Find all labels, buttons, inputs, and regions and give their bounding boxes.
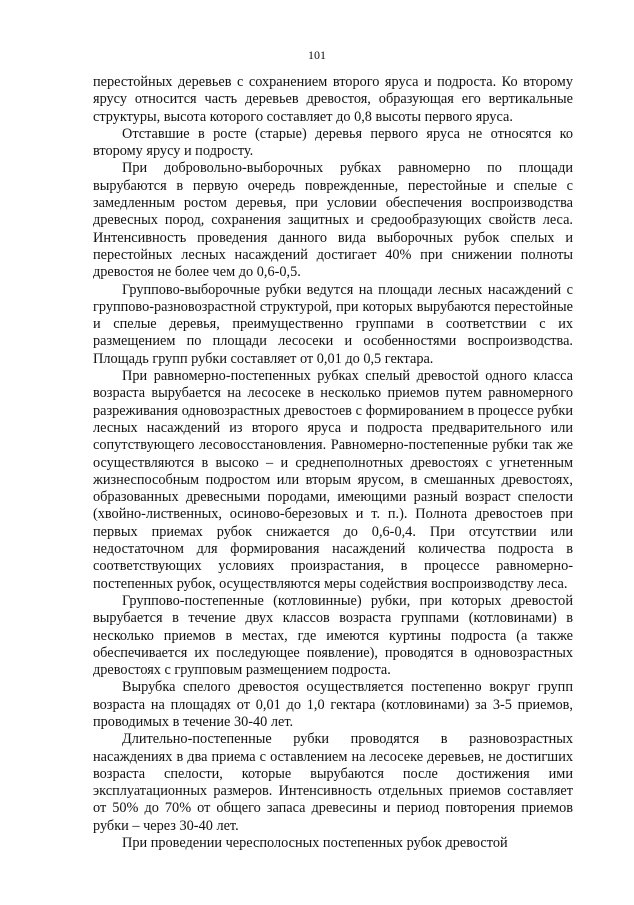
document-body bbox=[93, 74, 573, 852]
paragraph-felling-around-groups: Вырубка спелого древостоя осуществляется постепенно вокруг групп возраста на площадях от 0,01 до 1,0 гектара (котловинами) за 3-5 приемов, проводимых в течение 30-40 лет. bbox=[93, 679, 573, 730]
paragraph-group-shelterwood-felling: Группово-постепенные (котловинные) рубки, при которых древостой вырубается в течение двух классов возраста группами (котловинами) в несколько приемов в местах, где имеются куртины подроста (а также обеспечивается их последующее появление), проводятся в одновозрастных древостоях с групповым размещением подроста. bbox=[93, 592, 573, 679]
paragraph-uniform-shelterwood-felling: При равномерно-постепенных рубках спелый древостой одного класса возраста вырубается на лесосеке в несколько приемов путем равномерного разреживания одновозрастных древостоев с формированием в процессе рубки лесных насаждений из второго яруса и подроста предварительного или сопутствующего лесовосстановления. Равномерно-постепенные рубки так же осуществляются в высоко – и среднеполнотных древостоях с угнетенным жизнеспособным подростом или вторым ярусом, в смешанных древостоях, образованных древесными породами, имеющими разный возраст спелости (хвойно-лиственных, осиново-березовых и т. п.). Полнота древостоев при первых приемах рубок снижается до 0,6-0,4. При отсутствии или недостаточном для формирования насаждений количества подроста в соответствующих условиях произрастания, в процессе равномерно-постепенных рубок, осуществляются меры содействия воспроизводству леса. bbox=[93, 368, 573, 592]
paragraph-group-selective-felling: Группово-выборочные рубки ведутся на площади лесных насаждений с группово-разновозрастной структурой, при которых вырубаются перестойные и спелые деревья, преимущественно группами в соответствии с их размещением по площади лесосеки и особенностями воспроизводства. Площадь групп рубки составляет от 0,01 до 0,5 гектара. bbox=[93, 281, 573, 367]
paragraph-voluntary-selective-felling: При добровольно-выборочных рубках равномерно по площади вырубаются в первую очередь поврежденные, перестойные и спелые с замедленным ростом деревья, при условии обеспечения воспроизводства древесных пород, сохранения защитных и средообразующих свойств леса. Интенсивность проведения данного вида выборочных рубок спелых и перестойных лесных насаждений достигает 40% при снижении полноты древостоя не более чем до 0,6-0,5. bbox=[93, 160, 573, 281]
page-number: 101 bbox=[308, 48, 326, 62]
paragraph-strip-shelterwood-felling: При проведении чересполосных постепенных рубок древостой bbox=[122, 835, 508, 852]
paragraph-long-term-shelterwood-felling: Длительно-постепенные рубки проводятся в разновозрастных насаждениях в два приема с оставлением на лесосеке деревьев, не достигших возраста спелости, которые вырубаются после достижения ими эксплуатационных размеров. Интенсивность отдельных приемов составляет от 50% до 70% от общего запаса древесины и период повторения приемов рубки – через 30-40 лет. bbox=[93, 731, 573, 834]
paragraph-lagging-trees: Отставшие в росте (старые) деревья первого яруса не относятся ко второму ярусу и подросту. bbox=[93, 125, 573, 160]
paragraph-continuation: перестойных деревьев с сохранением второго яруса и подроста. Ко второму ярусу относится часть деревьев древостоя, образующая его вертикальные структуры, высота которого составляет до 0,8 высоты первого яруса. bbox=[93, 74, 573, 125]
